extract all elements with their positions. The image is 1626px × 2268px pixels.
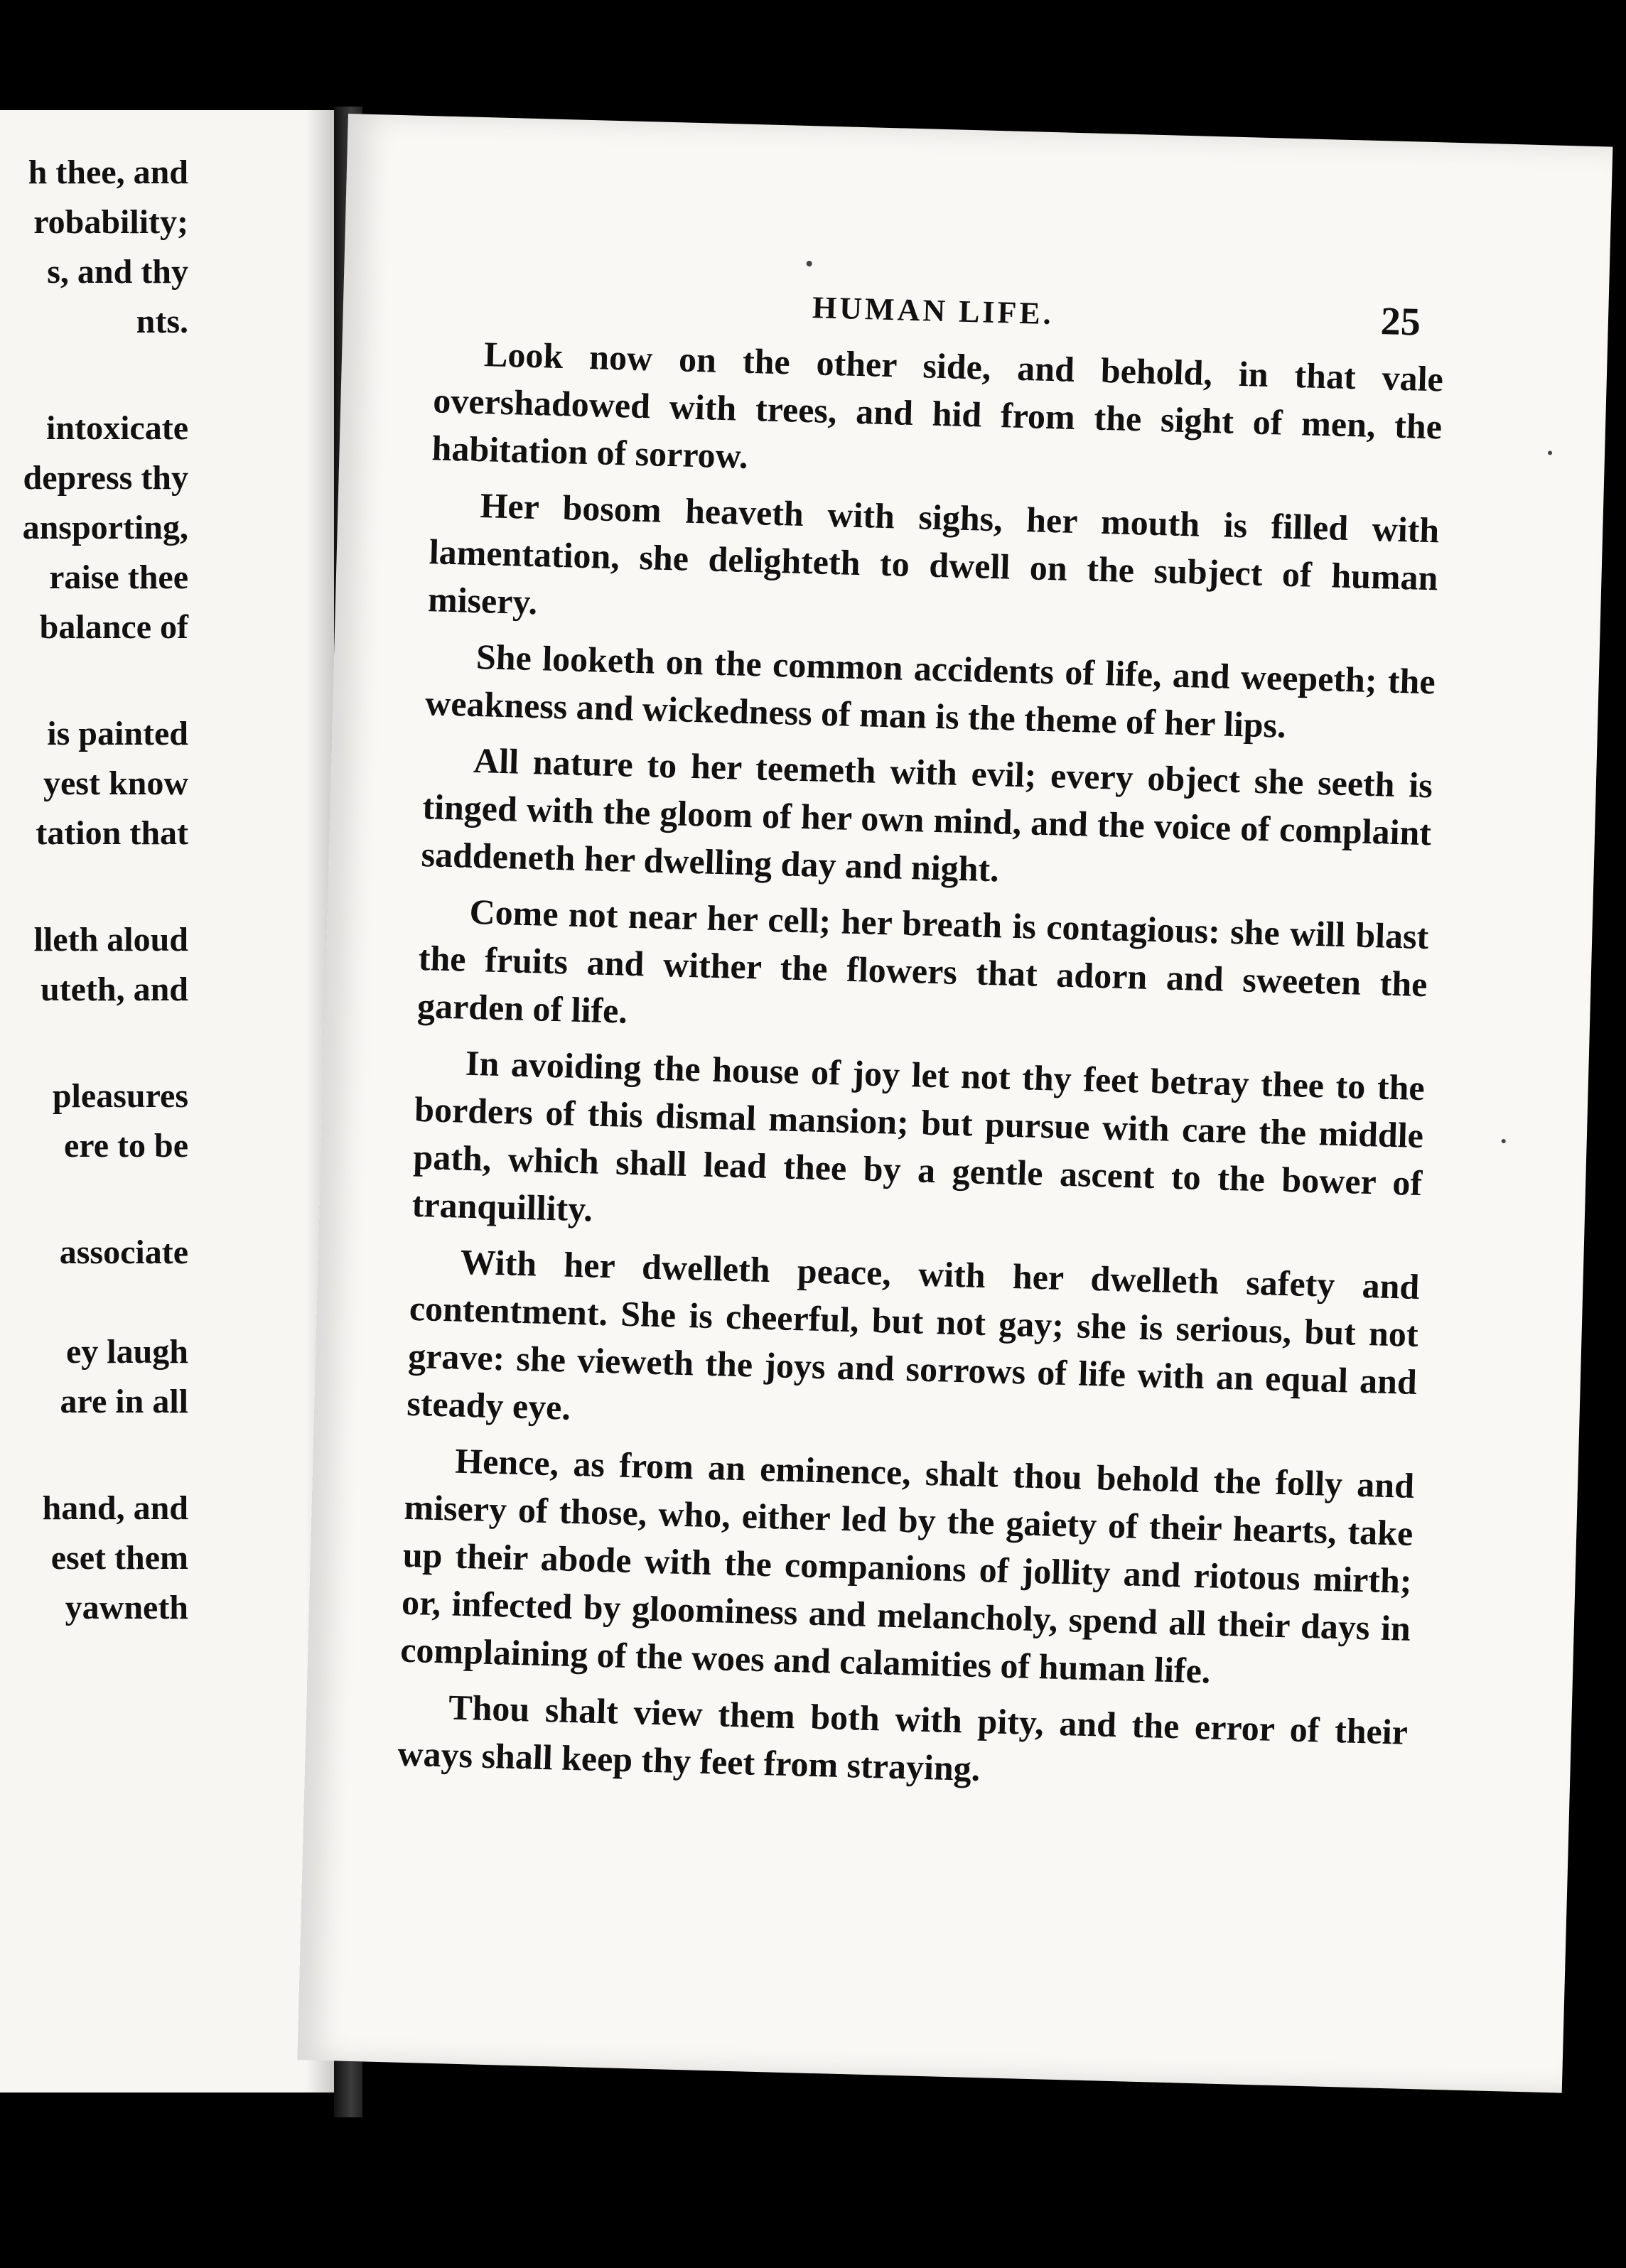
left-line: ansporting,: [22, 509, 188, 546]
left-line: robability;: [33, 203, 188, 241]
running-head: HUMAN LIFE.: [812, 290, 1055, 332]
left-line: intoxicate: [46, 409, 188, 447]
left-line: raise thee: [49, 558, 188, 596]
paragraph: Her bosom heaveth with sighs, her mouth is filled with lamentation, she delighteth to dwell on the subject of human misery.: [427, 485, 1440, 622]
left-line: eset them: [50, 1539, 188, 1577]
left-line: is painted: [47, 715, 188, 752]
left-line: yest know: [43, 765, 188, 802]
paragraph: She looketh on the common accidents of life, and weepeth; the weakness and wickedness of man is the theme of her lips.: [424, 636, 1436, 745]
paragraph: With her dwelleth peace, with her dwelleth safety and contentment. She is cheerful, but not gay; she is serious, but not grave: she vieweth the joys and sorrows of life with an equal and steady eye.: [406, 1241, 1421, 1427]
left-line: associate: [59, 1233, 188, 1271]
paragraph: Thou shalt view them both with pity, and the error of their ways shall keep thy feet from straying.: [397, 1687, 1409, 1789]
left-line: hand, and: [42, 1489, 188, 1527]
left-line: nts.: [136, 303, 188, 340]
left-line: are in all: [60, 1383, 188, 1420]
left-facing-page: [0, 110, 334, 2092]
page-number: 25: [1380, 299, 1421, 345]
paper-speck: [1548, 450, 1552, 455]
paragraph: Look now on the other side, and behold, in that vale overshadowed with trees, and hid from the sight of men, the habitation of sorrow.: [431, 334, 1444, 476]
paragraph: In avoiding the house of joy let not thy feet betray thee to the borders of this dismal mansion; but pursue with care the middle path, which shall lead thee by a gentle ascent to the bower of tranquillity.: [411, 1042, 1426, 1229]
paragraph: All nature to her teemeth with evil; every object she seeth is tinged with the gloom of her own mind, and the voice of complaint saddeneth her dwelling day and night.: [421, 740, 1433, 890]
left-line: h thee, and: [28, 153, 188, 191]
paper-speck: [1502, 1139, 1506, 1143]
paragraph: Hence, as from an eminence, shalt thou behold the folly and misery of those, who, either led by the gaiety of their hearts, take up their abode with the companions of jollity and riotous mirth; or, infected by gloominess and melancholy, spend all their days in complaining of the woes and calamities of human life.: [399, 1440, 1415, 1691]
left-line: uteth, and: [40, 971, 188, 1008]
left-line: lleth aloud: [33, 921, 188, 958]
right-page: [297, 114, 1612, 2093]
left-line: yawneth: [65, 1589, 188, 1626]
left-line: pleasures: [52, 1077, 188, 1115]
paper-speck: [807, 261, 812, 266]
left-line: balance of: [39, 608, 188, 646]
left-line: ey laugh: [65, 1333, 188, 1371]
paragraph: Come not near her cell; her breath is contagious: she will blast the fruits and wither the flowers that adorn and sweeten the garden of life.: [416, 891, 1429, 1031]
left-line: ere to be: [63, 1127, 188, 1165]
left-line: s, and thy: [47, 253, 188, 291]
left-line: tation that: [36, 814, 188, 852]
left-line: depress thy: [23, 459, 188, 497]
page-body-text: [397, 329, 1443, 1812]
